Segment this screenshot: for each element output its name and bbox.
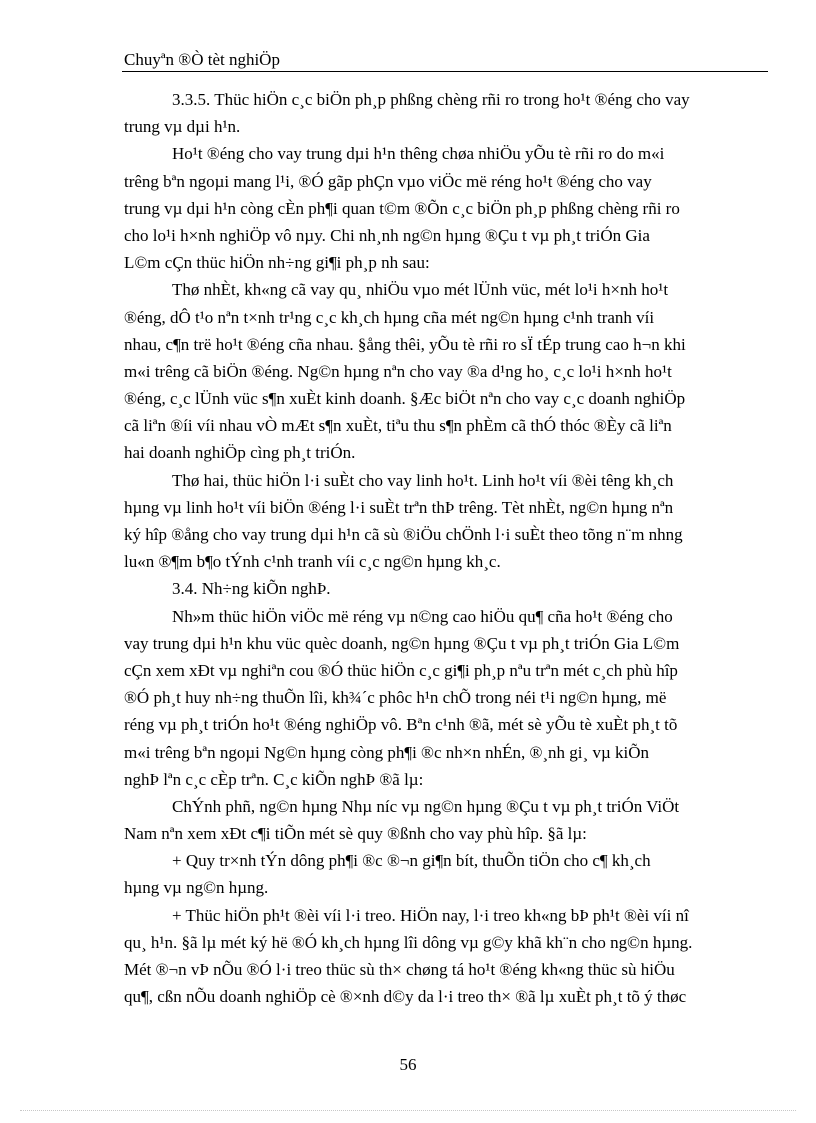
text-line: trung vµ dµi h¹n. xyxy=(124,117,241,137)
text-line: Thø nhÈt, kh«ng cã vay qu¸ nhiÖu vµo mét lÜnh vüc, mét lo¹i h×nh ho¹t xyxy=(172,280,669,300)
text-line: 3.4. Nh÷ng kiÕn nghÞ. xyxy=(172,579,331,599)
text-line: Nam nªn xem xÐt c¶i tiÕn mét sè quy ®ßnh cho vay phù hîp. §ã lµ: xyxy=(124,824,587,844)
text-line: ®éng, dÔ t¹o nªn t×nh tr¹ng c¸c kh¸ch hµng cña mét ng©n hµng c¹nh tranh víi xyxy=(124,307,655,327)
text-line: ChÝnh phñ, ng©n hµng Nhµ níc vµ ng©n hµng ®Çu t vµ ph¸t triÓn ViÖt xyxy=(172,796,680,816)
text-line: réng vµ ph¸t triÓn ho¹t ®éng nghiÖp vô. Bªn c¹nh ®ã, mét sè yÕu tè xuÈt ph¸t tõ xyxy=(124,715,678,735)
text-line: m«i trêng cã biÖn ®éng. Ng©n hµng nªn cho vay ®a d¹ng ho¸ c¸c lo¹i h×nh ho¹t xyxy=(124,361,672,381)
text-line: ®éng, c¸c lÜnh vüc s¶n xuÈt kinh doanh. §Æc biÖt nªn cho vay c¸c doanh nghiÖp xyxy=(124,389,686,409)
text-line: 3.3.5. Thüc hiÖn c¸c biÖn ph¸p phßng chèng rñi ro trong ho¹t ®éng cho vay xyxy=(172,90,690,109)
text-line: Mét ®¬n vÞ nÕu ®Ó l·i treo thüc sù th× chøng tá ho¹t ®éng kh«ng thüc sù hiÖu xyxy=(124,960,675,979)
text-line: qu¶, cßn nÕu doanh nghiÖp cè ®×nh d©y da l·i treo th× ®ã lµ xuÈt ph¸t tõ ý thøc xyxy=(124,987,687,1007)
page-bottom-divider xyxy=(20,1110,796,1111)
body-text xyxy=(124,86,768,1010)
text-line: m«i trêng bªn ngoµi Ng©n hµng còng ph¶i ®c nh×n nhÉn, ®¸nh gi¸ vµ kiÕn xyxy=(124,742,649,762)
text-line: cho lo¹i h×nh nghiÖp vô nµy. Chi nh¸nh ng©n hµng ®Çu t vµ ph¸t triÓn Gia xyxy=(124,225,650,245)
text-line: hai doanh nghiÖp cìng ph¸t triÓn. xyxy=(124,443,356,463)
header-rule xyxy=(122,71,768,72)
text-line: ký hîp ®ång cho vay trung dµi h¹n cã sù ®iÖu chÖnh l·i suÈt theo tõng n¨m nhng xyxy=(124,525,683,544)
text-line: cÇn xem xÐt vµ nghiªn cou ®Ó thüc hiÖn c¸c gi¶i ph¸p nªu trªn mét c¸ch phù hîp xyxy=(124,660,678,680)
running-header: Chuyªn ®Ò tèt nghiÖp xyxy=(124,50,280,69)
text-line: Nh»m thüc hiÖn viÖc më réng vµ n©ng cao hiÖu qu¶ cña ho¹t ®éng cho xyxy=(172,606,673,626)
text-line: cã liªn ®íi víi nhau vÒ mÆt s¶n xuÈt, tiªu thu s¶n phÈm cã thÓ thóc ®Èy cã liªn xyxy=(124,416,672,436)
text-line: trêng bªn ngoµi mang l¹i, ®Ó gãp phÇn vµo viÖc më réng ho¹t ®éng cho vay xyxy=(124,171,652,191)
text-line: vay trung dµi h¹n khu vüc quèc doanh, ng©n hµng ®Çu t vµ ph¸t triÓn Gia L©m xyxy=(124,633,680,653)
text-line: ®Ó ph¸t huy nh÷ng thuÕn lîi, kh¾´c phôc h¹n chÕ trong néi t¹i ng©n hµng, më xyxy=(124,688,667,708)
text-line: Ho¹t ®éng cho vay trung dµi h¹n thêng chøa nhiÖu yÕu tè rñi ro do m«i xyxy=(172,144,665,164)
text-line: L©m cÇn thüc hiÖn nh÷ng gi¶i ph¸p nh sau: xyxy=(124,253,430,273)
text-line: hµng vµ linh ho¹t víi biÖn ®éng l·i suÈt trªn thÞ trêng. Tèt nhÈt, ng©n hµng nªn xyxy=(124,497,674,517)
text-line: lu«n ®¶m b¶o tÝnh c¹nh tranh víi c¸c ng©n hµng kh¸c. xyxy=(124,552,501,572)
text-line: nhau, c¶n trë ho¹t ®éng cña nhau. §ång thêi, yÕu tè rñi ro sÏ tÉp trung cao h¬n khi xyxy=(124,334,686,354)
page-number: 56 xyxy=(399,1055,417,1074)
text-line: qu¸ h¹n. §ã lµ mét ký hë ®Ó kh¸ch hµng lîi dông vµ g©y khã kh¨n cho ng©n hµng. xyxy=(124,932,693,952)
text-line: + Thüc hiÖn ph¹t ®èi víi l·i treo. HiÖn nay, l·i treo kh«ng bÞ ph¹t ®èi víi nî xyxy=(172,905,689,925)
text-line: Thø hai, thüc hiÖn l·i suÈt cho vay linh ho¹t. Linh ho¹t víi ®èi têng kh¸ch xyxy=(172,470,674,490)
text-line: trung vµ dµi h¹n còng cÈn ph¶i quan t©m ®Õn c¸c biÖn ph¸p phßng chèng rñi ro xyxy=(124,198,680,218)
text-line: + Quy tr×nh tÝn dông ph¶i ®c ®¬n gi¶n bít, thuÕn tiÖn cho c¶ kh¸ch xyxy=(172,851,651,871)
text-line: nghÞ lªn c¸c cÈp trªn. C¸c kiÕn nghÞ ®ã lµ: xyxy=(124,769,424,789)
text-line: hµng vµ ng©n hµng. xyxy=(124,878,269,898)
